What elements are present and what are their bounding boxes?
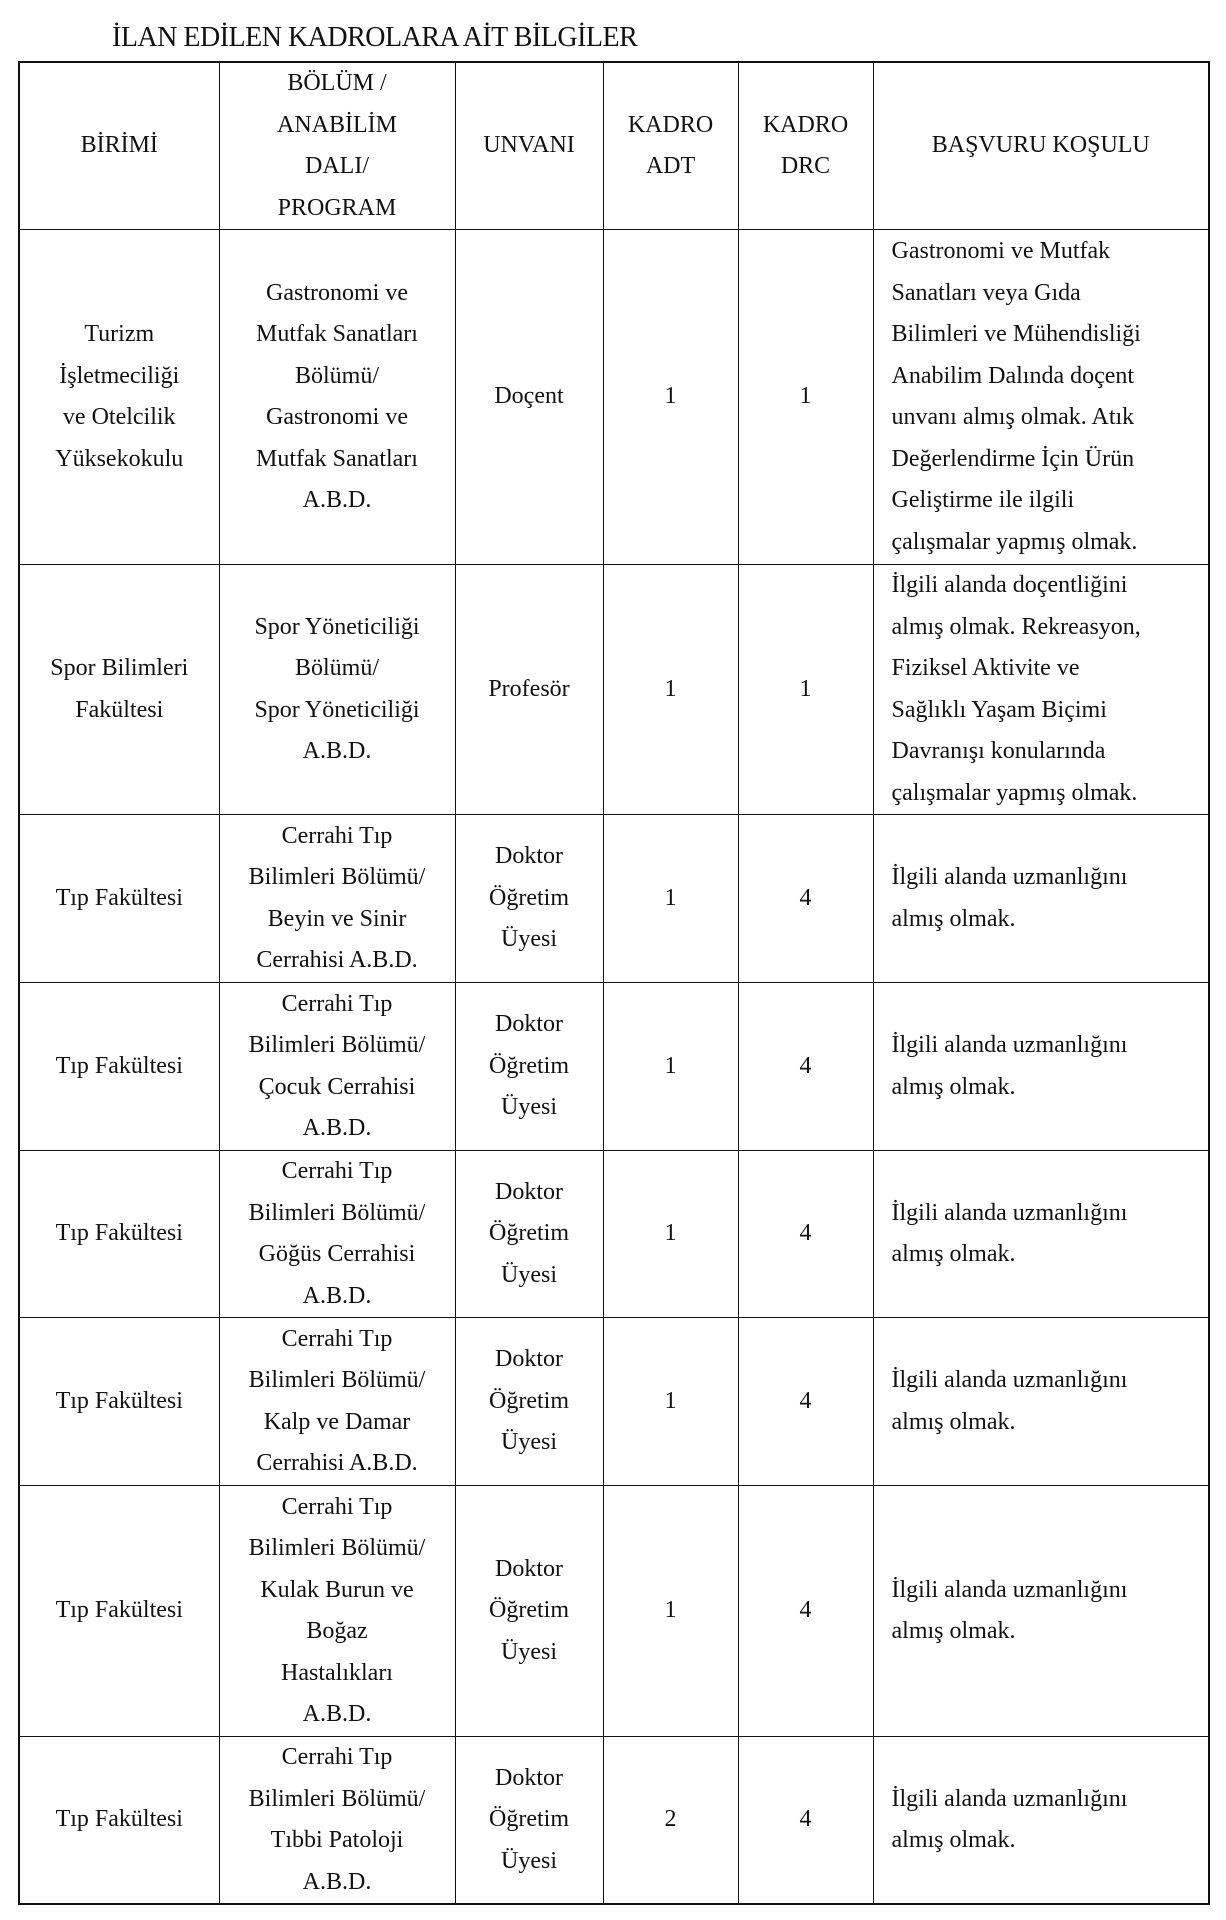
kadro-drc-cell: 4 bbox=[738, 1486, 873, 1737]
condition-cell: İlgili alanda uzmanlığını almış olmak. bbox=[873, 1151, 1209, 1318]
department-cell: Cerrahi Tıp Bilimleri Bölümü/ Kalp ve Damar Cerrahisi A.B.D. bbox=[219, 1318, 455, 1486]
department-cell: Cerrahi Tıp Bilimleri Bölümü/ Beyin ve Sinir Cerrahisi A.B.D. bbox=[219, 815, 455, 983]
kadro-drc-cell: 1 bbox=[738, 565, 873, 815]
header-birim: BİRİMİ bbox=[19, 62, 219, 230]
kadro-adt-cell: 1 bbox=[603, 565, 738, 815]
title-cell: Doktor Öğretim Üyesi bbox=[455, 1737, 603, 1905]
condition-cell: İlgili alanda uzmanlığını almış olmak. bbox=[873, 1737, 1209, 1905]
condition-cell: Gastronomi ve Mutfak Sanatları veya Gıda Bilimleri ve Mühendisliği Anabilim Dalında doçent unvanı almış olmak. Atık Değerlendirme İçin Ürün Geliştirme ile ilgili çalışmalar yapmış olmak. bbox=[873, 230, 1209, 565]
title-cell: Doktor Öğretim Üyesi bbox=[455, 1486, 603, 1737]
table-row bbox=[19, 815, 1209, 983]
kadro-adt-cell: 1 bbox=[603, 1151, 738, 1318]
unit-cell: Tıp Fakültesi bbox=[19, 1486, 219, 1737]
unit-cell: Tıp Fakültesi bbox=[19, 983, 219, 1151]
unit-cell: Tıp Fakültesi bbox=[19, 1318, 219, 1486]
unit-cell: Tıp Fakültesi bbox=[19, 1151, 219, 1318]
kadro-adt-cell: 1 bbox=[603, 230, 738, 565]
header-row bbox=[19, 62, 1209, 230]
kadro-adt-cell: 1 bbox=[603, 983, 738, 1151]
table-row bbox=[19, 230, 1209, 565]
condition-cell: İlgili alanda doçentliğini almış olmak. Rekreasyon, Fiziksel Aktivite ve Sağlıklı Yaşam Biçimi Davranışı konularında çalışmalar yapmış olmak. bbox=[873, 565, 1209, 815]
kadro-adt-cell: 2 bbox=[603, 1737, 738, 1905]
header-kadro-adt: KADRO ADT bbox=[603, 62, 738, 230]
department-cell: Spor Yöneticiliği Bölümü/ Spor Yöneticiliği A.B.D. bbox=[219, 565, 455, 815]
condition-cell: İlgili alanda uzmanlığını almış olmak. bbox=[873, 983, 1209, 1151]
department-cell: Cerrahi Tıp Bilimleri Bölümü/ Çocuk Cerrahisi A.B.D. bbox=[219, 983, 455, 1151]
table-row bbox=[19, 1318, 1209, 1486]
kadro-drc-cell: 4 bbox=[738, 1737, 873, 1905]
title-cell: Profesör bbox=[455, 565, 603, 815]
department-cell: Gastronomi ve Mutfak Sanatları Bölümü/ Gastronomi ve Mutfak Sanatları A.B.D. bbox=[219, 230, 455, 565]
kadro-adt-cell: 1 bbox=[603, 1318, 738, 1486]
header-bolum: BÖLÜM / ANABİLİM DALI/ PROGRAM bbox=[219, 62, 455, 230]
table-row bbox=[19, 1486, 1209, 1737]
condition-cell: İlgili alanda uzmanlığını almış olmak. bbox=[873, 815, 1209, 983]
kadro-drc-cell: 4 bbox=[738, 1151, 873, 1318]
unit-cell: Tıp Fakültesi bbox=[19, 1737, 219, 1905]
title-cell: Doktor Öğretim Üyesi bbox=[455, 983, 603, 1151]
department-cell: Cerrahi Tıp Bilimleri Bölümü/ Kulak Burun ve Boğaz Hastalıkları A.B.D. bbox=[219, 1486, 455, 1737]
kadro-drc-cell: 4 bbox=[738, 983, 873, 1151]
unit-cell: Tıp Fakültesi bbox=[19, 815, 219, 983]
table-row bbox=[19, 1151, 1209, 1318]
condition-cell: İlgili alanda uzmanlığını almış olmak. bbox=[873, 1486, 1209, 1737]
department-cell: Cerrahi Tıp Bilimleri Bölümü/ Tıbbi Patoloji A.B.D. bbox=[219, 1737, 455, 1905]
document-title: İLAN EDİLEN KADROLARA AİT BİLGİLER bbox=[112, 22, 638, 53]
positions-table bbox=[18, 61, 1210, 1905]
kadro-drc-cell: 1 bbox=[738, 230, 873, 565]
condition-cell: İlgili alanda uzmanlığını almış olmak. bbox=[873, 1318, 1209, 1486]
header-kadro-drc: KADRO DRC bbox=[738, 62, 873, 230]
title-cell: Doktor Öğretim Üyesi bbox=[455, 1151, 603, 1318]
table-row bbox=[19, 565, 1209, 815]
header-unvan: UNVANI bbox=[455, 62, 603, 230]
title-cell: Doçent bbox=[455, 230, 603, 565]
table-row bbox=[19, 1737, 1209, 1905]
unit-cell: Turizm İşletmeciliği ve Otelcilik Yüksekokulu bbox=[19, 230, 219, 565]
department-cell: Cerrahi Tıp Bilimleri Bölümü/ Göğüs Cerrahisi A.B.D. bbox=[219, 1151, 455, 1318]
table-row bbox=[19, 983, 1209, 1151]
kadro-adt-cell: 1 bbox=[603, 815, 738, 983]
kadro-drc-cell: 4 bbox=[738, 1318, 873, 1486]
unit-cell: Spor Bilimleri Fakültesi bbox=[19, 565, 219, 815]
title-cell: Doktor Öğretim Üyesi bbox=[455, 1318, 603, 1486]
kadro-drc-cell: 4 bbox=[738, 815, 873, 983]
kadro-adt-cell: 1 bbox=[603, 1486, 738, 1737]
title-cell: Doktor Öğretim Üyesi bbox=[455, 815, 603, 983]
header-basvuru-kosulu: BAŞVURU KOŞULU bbox=[873, 62, 1209, 230]
